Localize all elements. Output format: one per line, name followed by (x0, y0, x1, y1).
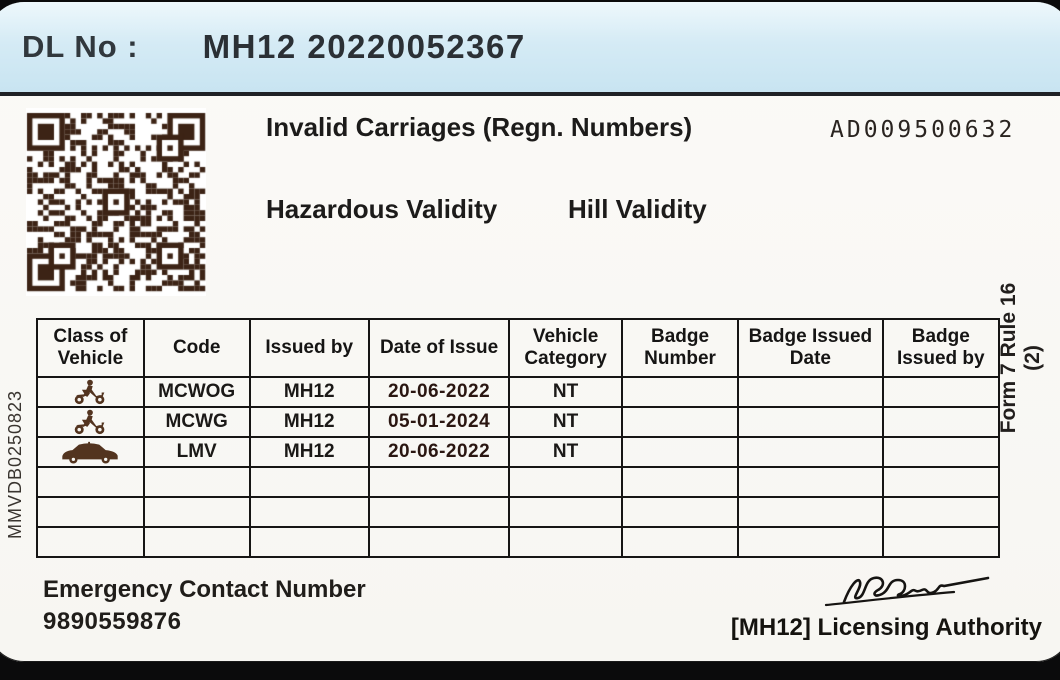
cell-badge-issued-date (738, 407, 882, 437)
cell-vehicle-category (509, 497, 622, 527)
license-card-back (0, 2, 1060, 662)
cell-badge-number (622, 407, 738, 437)
dl-number-value: MH12 20220052367 (202, 28, 526, 65)
form-rule-label-vertical: Form 7 Rule 16 (2) (997, 282, 1044, 434)
table-row (37, 527, 999, 557)
table-row (37, 497, 999, 527)
vehicle-icon-cell (37, 467, 144, 497)
cell-vehicle-category (509, 527, 622, 557)
hill-validity-label: Hill Validity (568, 194, 707, 224)
card-serial-number: AD009500632 (830, 117, 1016, 143)
column-header-code: Code (144, 319, 250, 377)
cell-vehicle-category (509, 467, 622, 497)
cell-badge-issued-by (883, 497, 999, 527)
vehicle-icon-cell (37, 527, 144, 557)
cell-badge-issued-date (738, 377, 882, 407)
cell-date-of-issue (369, 527, 509, 557)
cell-badge-issued-by (883, 407, 999, 437)
cell-badge-number (622, 527, 738, 557)
dl-number-bar (0, 2, 1060, 96)
dl-number-label: DL No : (22, 29, 139, 64)
cell-date-of-issue: 20-06-2022 (369, 437, 509, 467)
cell-badge-issued-by (883, 437, 999, 467)
signature-scribble-icon (816, 568, 994, 612)
vehicle-class-table (36, 318, 1000, 558)
cell-badge-issued-by (883, 377, 999, 407)
cell-badge-issued-date (738, 467, 882, 497)
cell-code (144, 467, 250, 497)
cell-issued-by (250, 497, 369, 527)
invalid-carriages-label: Invalid Carriages (Regn. Numbers) (266, 112, 693, 142)
table-row (37, 407, 999, 437)
cell-code (144, 497, 250, 527)
cell-badge-number (622, 497, 738, 527)
qr-code-icon (26, 108, 206, 296)
table-row (37, 467, 999, 497)
cell-issued-by: MH12 (250, 377, 369, 407)
cell-date-of-issue: 05-01-2024 (369, 407, 509, 437)
column-header-badge-issued-date: Badge Issued Date (738, 319, 882, 377)
cell-badge-issued-by (883, 527, 999, 557)
cell-date-of-issue (369, 467, 509, 497)
motorcycle-icon (37, 407, 144, 437)
cell-date-of-issue: 20-06-2022 (369, 377, 509, 407)
cell-badge-number (622, 377, 738, 407)
table-row (37, 437, 999, 467)
table-header-row (37, 319, 999, 377)
column-header-vehicle-category: Vehicle Category (509, 319, 622, 377)
cell-code: MCWG (144, 407, 250, 437)
cell-issued-by: MH12 (250, 407, 369, 437)
cell-code: LMV (144, 437, 250, 467)
column-header-date-of-issue: Date of Issue (369, 319, 509, 377)
cell-badge-number (622, 437, 738, 467)
cell-badge-number (622, 467, 738, 497)
card-batch-code-vertical: MMVDB0250823 (5, 389, 25, 540)
cell-issued-by: MH12 (250, 437, 369, 467)
emergency-contact-number: 9890559876 (43, 608, 182, 635)
table-row (37, 377, 999, 407)
column-header-class-of-vehicle: Class of Vehicle (37, 319, 144, 377)
cell-vehicle-category: NT (509, 407, 622, 437)
cell-issued-by (250, 527, 369, 557)
vehicle-icon-cell (37, 497, 144, 527)
cell-issued-by (250, 467, 369, 497)
cell-code: MCWOG (144, 377, 250, 407)
hazardous-validity-label: Hazardous Validity (266, 194, 498, 224)
cell-date-of-issue (369, 497, 509, 527)
car-icon (37, 437, 144, 467)
cell-badge-issued-date (738, 437, 882, 467)
licensing-authority-label: [MH12] Licensing Authority (730, 614, 1042, 641)
cell-vehicle-category: NT (509, 437, 622, 467)
table-body (37, 377, 999, 557)
cell-code (144, 527, 250, 557)
column-header-badge-number: Badge Number (622, 319, 738, 377)
cell-badge-issued-date (738, 527, 882, 557)
column-header-badge-issued-by: Badge Issued by (883, 319, 999, 377)
cell-badge-issued-date (738, 497, 882, 527)
column-header-issued-by: Issued by (250, 319, 369, 377)
cell-badge-issued-by (883, 467, 999, 497)
emergency-contact-label: Emergency Contact Number (43, 576, 366, 603)
cell-vehicle-category: NT (509, 377, 622, 407)
motorcycle-icon (37, 377, 144, 407)
